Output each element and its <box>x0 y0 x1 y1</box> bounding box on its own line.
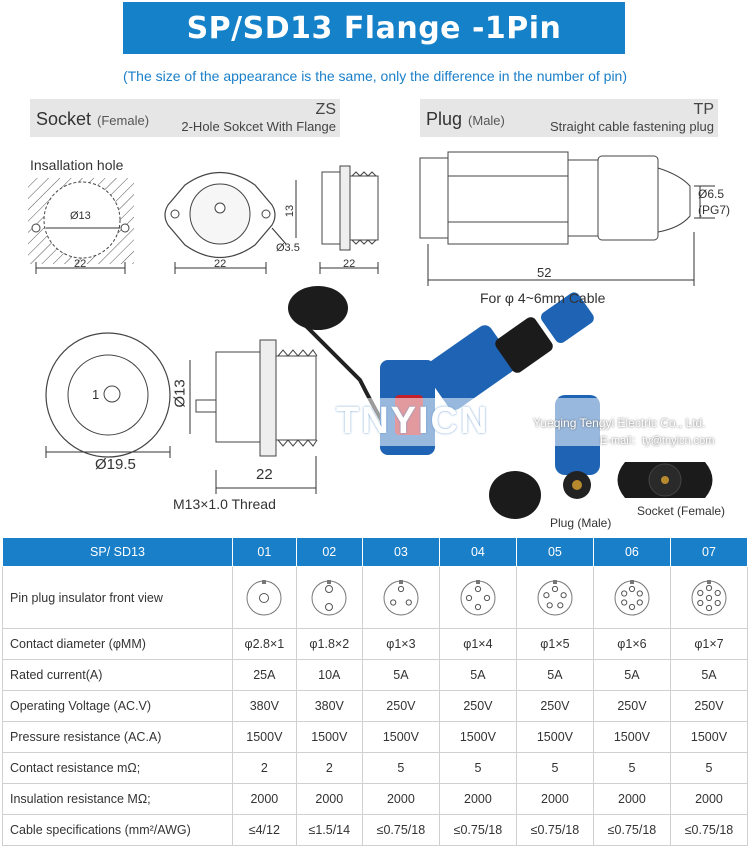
pin-contact <box>629 604 634 609</box>
flange-hole-dia: Ø3.5 <box>276 242 300 254</box>
spec-cell: 1500V <box>516 722 593 753</box>
plug-description: Straight cable fastening plug <box>549 119 714 134</box>
pin-contact <box>552 586 557 591</box>
spec-cell: 380V <box>296 691 362 722</box>
company-email: E-mail：ty@tnyicn.com <box>600 435 715 447</box>
spec-row-label: Contact resistance mΩ; <box>3 753 233 784</box>
spec-cell: 1500V <box>593 722 670 753</box>
pin-face-cell <box>362 567 439 629</box>
page-subtitle: (The size of the appearance is the same, only the difference in the number of pin) <box>122 68 628 84</box>
spec-cell: ≤0.75/18 <box>362 815 439 846</box>
pin-face-icon <box>244 578 284 618</box>
spec-cell: ≤4/12 <box>233 815 297 846</box>
spec-cell: 5A <box>593 660 670 691</box>
pin-contact <box>475 586 480 591</box>
spec-cell: 5A <box>670 660 747 691</box>
pin-contact <box>637 590 642 595</box>
pin-face-icon <box>535 578 575 618</box>
spec-row <box>3 784 748 815</box>
spec-row-label: Pressure resistance (AC.A) <box>3 722 233 753</box>
pin-contact <box>706 595 711 600</box>
spec-row <box>3 722 748 753</box>
pin-contact <box>706 585 711 590</box>
socket-side-large-drawing <box>190 340 317 494</box>
spec-cell: 5A <box>362 660 439 691</box>
plug-code: TP <box>693 101 714 118</box>
header-col-07: 07 <box>670 538 747 567</box>
plug-label: Plug (Male) <box>426 109 505 129</box>
pin-face-cell <box>296 567 362 629</box>
spec-cell: ≤0.75/18 <box>439 815 516 846</box>
spec-cell: 1500V <box>362 722 439 753</box>
pin-contact <box>326 585 333 592</box>
pin-contact <box>715 600 720 605</box>
pin-view-row <box>3 567 748 629</box>
spec-cell: 5 <box>670 753 747 784</box>
plug-cable-pg: (PG7) <box>698 203 731 217</box>
spec-cell: 250V <box>362 691 439 722</box>
front-pin-label: 1 <box>92 387 100 402</box>
spec-cell: 2000 <box>439 784 516 815</box>
pin-contact <box>637 599 642 604</box>
spec-cell: φ2.8×1 <box>233 629 297 660</box>
spec-table <box>2 537 748 846</box>
spec-cell: ≤0.75/18 <box>670 815 747 846</box>
plug-cable-caption: For φ 4~6mm Cable <box>480 290 606 306</box>
spec-cell: 5A <box>439 660 516 691</box>
page-title: SP/SD13 Flange -1Pin <box>123 2 625 54</box>
spec-row <box>3 753 748 784</box>
spec-table-header <box>3 538 748 567</box>
spec-cell: φ1×6 <box>593 629 670 660</box>
pin-face-icon <box>689 578 729 618</box>
pin-contact <box>466 595 471 600</box>
pin-contact <box>398 586 403 591</box>
spec-row-label: Cable specifications (mm²/AWG) <box>3 815 233 846</box>
pin-contact <box>326 603 333 610</box>
pin-face-icon <box>612 578 652 618</box>
spec-cell: 25A <box>233 660 297 691</box>
spec-cell: 1500V <box>233 722 297 753</box>
pin-contact <box>629 586 634 591</box>
pin-contact <box>406 599 411 604</box>
pin-view-label: Pin plug insulator front view <box>3 567 233 629</box>
spec-cell: 2000 <box>670 784 747 815</box>
pin-face-cell <box>593 567 670 629</box>
plug-length: 52 <box>537 265 552 280</box>
pin-contact <box>698 590 703 595</box>
spec-cell: 1500V <box>670 722 747 753</box>
header-col-04: 04 <box>439 538 516 567</box>
pin-contact <box>698 600 703 605</box>
pin-contact <box>390 599 395 604</box>
spec-row <box>3 691 748 722</box>
brand-logo: TNYICN <box>336 400 490 442</box>
spec-cell: 2000 <box>516 784 593 815</box>
install-hole-title: Insallation hole <box>30 157 124 173</box>
spec-cell: φ1×3 <box>362 629 439 660</box>
spec-cell: 250V <box>439 691 516 722</box>
socket-code: ZS <box>315 101 336 118</box>
spec-cell: 5 <box>439 753 516 784</box>
pin-contact <box>475 604 480 609</box>
socket-side-dia: 13 <box>284 204 297 218</box>
spec-cell: 380V <box>233 691 297 722</box>
spec-row <box>3 660 748 691</box>
header-col-03: 03 <box>362 538 439 567</box>
spec-cell: 2000 <box>593 784 670 815</box>
spec-cell: 1500V <box>439 722 516 753</box>
plug-cable-dia: Ø6.5 <box>698 187 725 201</box>
spec-cell: 5 <box>593 753 670 784</box>
spec-cell: 5 <box>516 753 593 784</box>
spec-cell: 1500V <box>296 722 362 753</box>
pin-contact <box>622 599 627 604</box>
plug-side-drawing <box>420 152 715 286</box>
spec-cell: 10A <box>296 660 362 691</box>
pin-contact <box>622 590 627 595</box>
pin-face-cell <box>516 567 593 629</box>
header-col-02: 02 <box>296 538 362 567</box>
header-col-06: 06 <box>593 538 670 567</box>
pin-face-icon <box>381 578 421 618</box>
spec-row-label: Contact diameter (φMM) <box>3 629 233 660</box>
thread-caption: M13×1.0 Thread <box>173 496 276 512</box>
header-model: SP/ SD13 <box>3 538 233 567</box>
pin-face-cell <box>233 567 297 629</box>
spec-cell: 250V <box>516 691 593 722</box>
spec-cell: 2000 <box>362 784 439 815</box>
spec-cell: 2000 <box>296 784 362 815</box>
spec-cell: 2000 <box>233 784 297 815</box>
pin-face-icon <box>309 578 349 618</box>
pin-contact <box>715 590 720 595</box>
spec-row-label: Insulation resistance MΩ; <box>3 784 233 815</box>
spec-row-label: Rated current(A) <box>3 660 233 691</box>
socket-side-length: 22 <box>343 258 356 270</box>
spec-row <box>3 629 748 660</box>
pin-contact <box>260 593 269 602</box>
side-length: 22 <box>256 466 273 483</box>
spec-cell: φ1×5 <box>516 629 593 660</box>
socket-side-small-drawing <box>296 166 378 274</box>
spec-cell: 2 <box>233 753 297 784</box>
spec-cell: ≤1.5/14 <box>296 815 362 846</box>
socket-label: Socket (Female) <box>36 109 150 129</box>
pin-face-icon <box>458 578 498 618</box>
pin-contact <box>561 592 566 597</box>
pin-contact <box>706 605 711 610</box>
socket-description: 2-Hole Sokcet With Flange <box>181 119 336 134</box>
header-col-05: 05 <box>516 538 593 567</box>
spec-row <box>3 815 748 846</box>
spec-cell: 5 <box>362 753 439 784</box>
pin-face-cell <box>670 567 747 629</box>
install-hole-width: 22 <box>74 258 87 270</box>
photo-socket-caption: Socket (Female) <box>637 504 726 518</box>
side-diameter: Ø13 <box>171 379 189 408</box>
socket-front-large-drawing <box>46 333 170 458</box>
pin-face-cell <box>439 567 516 629</box>
spec-cell: ≤0.75/18 <box>593 815 670 846</box>
spec-cell: φ1×4 <box>439 629 516 660</box>
pin-contact <box>544 592 549 597</box>
spec-cell: φ1×7 <box>670 629 747 660</box>
photo-plug-caption: Plug (Male) <box>550 516 612 530</box>
pin-contact <box>484 595 489 600</box>
spec-row-label: Operating Voltage (AC.V) <box>3 691 233 722</box>
spec-cell: φ1.8×2 <box>296 629 362 660</box>
spec-cell: ≤0.75/18 <box>516 815 593 846</box>
spec-cell: 250V <box>593 691 670 722</box>
spec-cell: 5A <box>516 660 593 691</box>
spec-cell: 2 <box>296 753 362 784</box>
pin-contact <box>558 602 563 607</box>
header-col-01: 01 <box>233 538 297 567</box>
flange-width: 22 <box>214 258 227 270</box>
spec-cell: 250V <box>670 691 747 722</box>
company-name: Yueqing Tengyi Electric Co., Ltd. <box>533 416 706 430</box>
install-hole-dia: Ø13 <box>70 210 91 222</box>
front-diameter: Ø19.5 <box>95 456 136 473</box>
pin-contact <box>547 602 552 607</box>
